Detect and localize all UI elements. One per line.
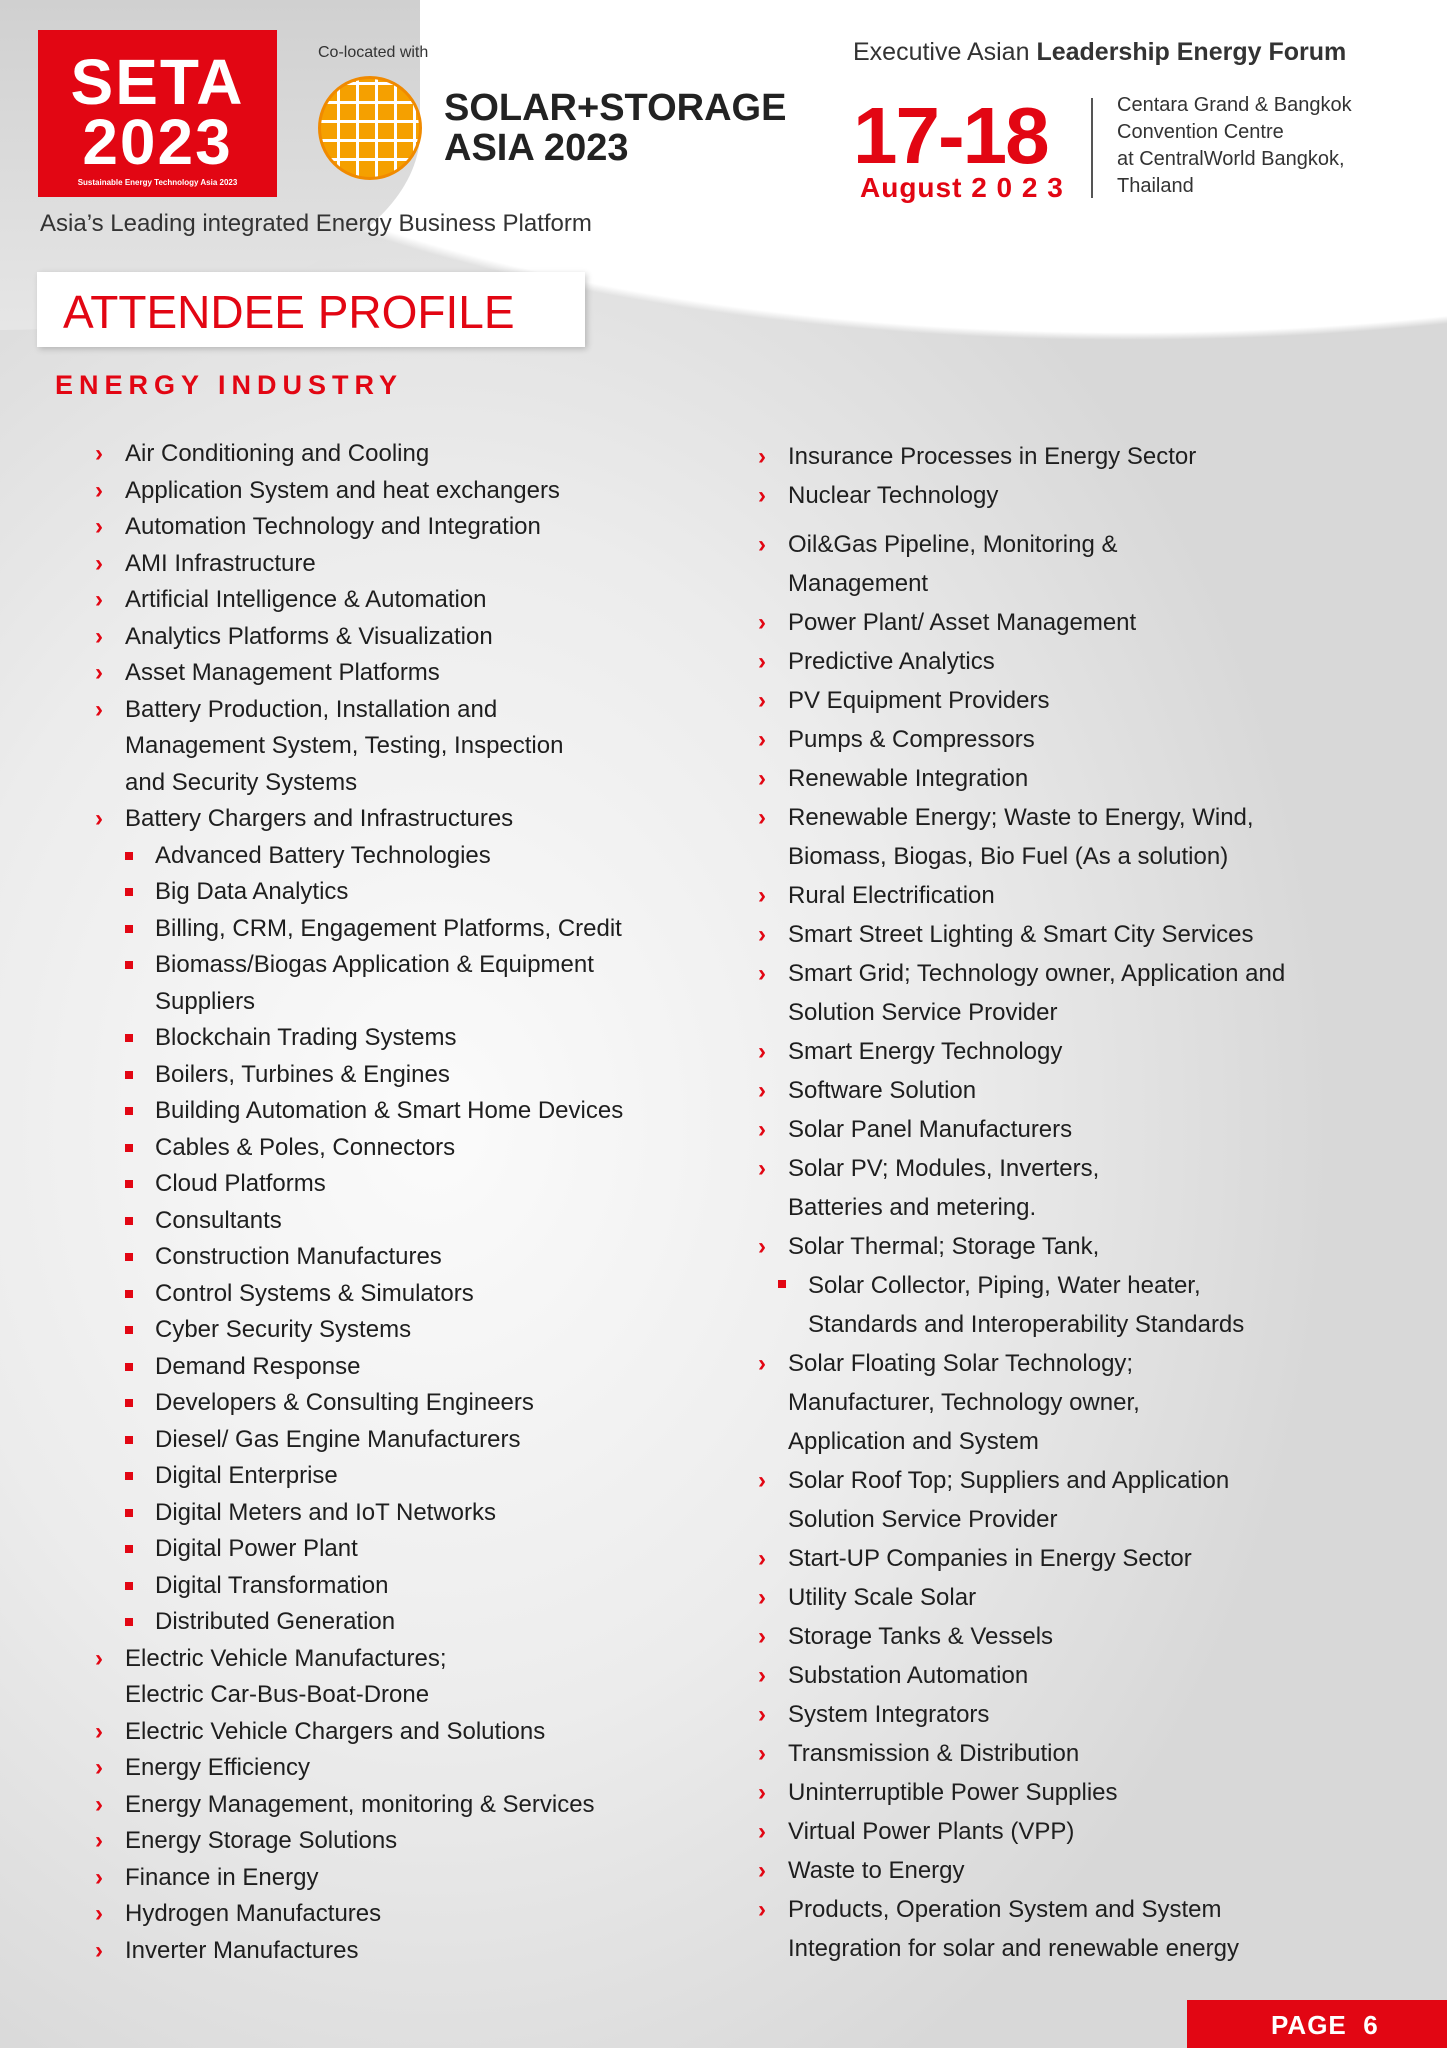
list-item bbox=[758, 642, 1433, 681]
list-item-label: Solar Collector, Piping, Water heater, Standards and Interoperability Standards bbox=[808, 1272, 1245, 1338]
square-bullet-icon bbox=[125, 1545, 133, 1553]
list-item bbox=[125, 1568, 725, 1605]
list-item bbox=[95, 692, 725, 802]
list-item bbox=[758, 1812, 1433, 1851]
forum-bold: Leadership Energy Forum bbox=[1036, 38, 1347, 66]
list-item bbox=[758, 1032, 1433, 1071]
chevron-bullet-icon: › bbox=[758, 1116, 766, 1143]
list-item-label: Asset Management Platforms bbox=[125, 659, 440, 686]
list-item-label: Solar Thermal; Storage Tank, bbox=[788, 1233, 1100, 1260]
right-column-list bbox=[758, 437, 1433, 1968]
square-bullet-icon bbox=[125, 1180, 133, 1188]
list-item bbox=[758, 437, 1433, 476]
square-bullet-icon bbox=[125, 1034, 133, 1042]
chevron-bullet-icon: › bbox=[758, 609, 766, 636]
list-item-label: Solar Roof Top; Suppliers and Application Solution Service Provider bbox=[788, 1467, 1230, 1533]
list-item-label: Utility Scale Solar bbox=[788, 1584, 977, 1611]
chevron-bullet-icon: › bbox=[758, 1155, 766, 1182]
list-item-label: Application System and heat exchangers bbox=[125, 476, 560, 504]
event-month: August 2 0 2 3 bbox=[860, 172, 1064, 203]
chevron-bullet-icon: › bbox=[95, 805, 103, 832]
list-item-label: Software Solution bbox=[788, 1077, 977, 1104]
forum-prefix: Executive Asian bbox=[853, 38, 1037, 66]
list-item bbox=[125, 1349, 725, 1386]
list-item bbox=[125, 1385, 725, 1422]
list-item-label: Finance in Energy bbox=[125, 1863, 319, 1891]
list-item-label: Smart Energy Technology bbox=[788, 1038, 1063, 1065]
list-item-label: Battery Production, Installation and Management System, Testing, Inspection and Security Systems bbox=[125, 695, 564, 796]
list-item-label: Inverter Manufactures bbox=[125, 1936, 359, 1964]
list-item bbox=[95, 1933, 725, 1970]
list-item-label: Consultants bbox=[155, 1206, 282, 1234]
list-item bbox=[95, 509, 725, 546]
list-item bbox=[758, 1773, 1433, 1812]
list-item-label: Uninterruptible Power Supplies bbox=[788, 1779, 1118, 1806]
list-item bbox=[95, 1714, 725, 1751]
page-title: ATTENDEE PROFILE bbox=[63, 286, 515, 338]
square-bullet-icon bbox=[125, 1217, 133, 1225]
list-item-label: Boilers, Turbines & Engines bbox=[155, 1060, 450, 1088]
chevron-bullet-icon: › bbox=[95, 1863, 103, 1891]
list-item bbox=[125, 911, 725, 948]
square-bullet-icon bbox=[125, 1107, 133, 1115]
chevron-bullet-icon: › bbox=[758, 1818, 766, 1845]
list-item bbox=[758, 1149, 1433, 1227]
square-bullet-icon bbox=[125, 852, 133, 860]
list-item bbox=[758, 1890, 1433, 1968]
chevron-bullet-icon: › bbox=[95, 622, 103, 650]
list-item bbox=[125, 1422, 725, 1459]
square-bullet-icon bbox=[125, 1582, 133, 1590]
chevron-bullet-icon: › bbox=[758, 482, 766, 509]
list-item bbox=[95, 1641, 725, 1714]
chevron-bullet-icon: › bbox=[758, 1038, 766, 1065]
chevron-bullet-icon: › bbox=[758, 726, 766, 753]
list-item bbox=[758, 798, 1433, 876]
list-item bbox=[758, 681, 1433, 720]
list-item-label: Automation Technology and Integration bbox=[125, 513, 541, 540]
list-item bbox=[95, 1823, 725, 1860]
list-item bbox=[95, 1750, 725, 1787]
list-item-label: Digital Power Plant bbox=[155, 1535, 358, 1562]
list-item-label: Electric Vehicle Chargers and Solutions bbox=[125, 1717, 546, 1745]
list-item-label: Digital Meters and IoT Networks bbox=[155, 1498, 497, 1526]
square-bullet-icon bbox=[125, 1363, 133, 1371]
square-bullet-icon bbox=[125, 925, 133, 933]
list-item bbox=[125, 1020, 725, 1057]
list-item-label: System Integrators bbox=[788, 1701, 990, 1728]
chevron-bullet-icon: › bbox=[95, 549, 103, 577]
square-bullet-icon bbox=[778, 1280, 786, 1288]
list-item bbox=[125, 1057, 725, 1094]
list-item bbox=[95, 619, 725, 656]
list-item bbox=[758, 759, 1433, 798]
list-item bbox=[758, 1578, 1433, 1617]
list-item-label: Substation Automation bbox=[788, 1662, 1029, 1689]
event-dates: 17-18 bbox=[853, 91, 1048, 180]
chevron-bullet-icon: › bbox=[95, 1900, 103, 1927]
list-item-label: Energy Efficiency bbox=[125, 1754, 310, 1781]
list-item-label: Cloud Platforms bbox=[155, 1170, 326, 1197]
list-item bbox=[758, 603, 1433, 642]
list-item bbox=[758, 1656, 1433, 1695]
list-item bbox=[758, 954, 1433, 1032]
list-item bbox=[125, 1093, 725, 1130]
list-item-label: Solar Panel Manufacturers bbox=[788, 1116, 1073, 1143]
globe-icon bbox=[318, 76, 422, 180]
list-item-label: Diesel/ Gas Engine Manufacturers bbox=[155, 1425, 521, 1453]
chevron-bullet-icon: › bbox=[758, 1545, 766, 1572]
list-item bbox=[758, 1344, 1433, 1461]
list-item bbox=[125, 1495, 725, 1532]
list-item bbox=[95, 1787, 725, 1824]
list-item-label: Oil&Gas Pipeline, Monitoring & Management bbox=[788, 531, 1118, 597]
chevron-bullet-icon: › bbox=[758, 1584, 766, 1611]
chevron-bullet-icon: › bbox=[758, 1701, 766, 1728]
list-item-label: Artificial Intelligence & Automation bbox=[125, 586, 487, 613]
tagline: Asia’s Leading integrated Energy Business Platform bbox=[40, 210, 592, 237]
list-item bbox=[125, 838, 725, 875]
list-item-label: Start-UP Companies in Energy Sector bbox=[788, 1545, 1192, 1572]
list-item-label: Demand Response bbox=[155, 1352, 361, 1380]
list-item bbox=[95, 436, 725, 473]
chevron-bullet-icon: › bbox=[95, 1790, 103, 1818]
list-item bbox=[758, 1110, 1433, 1149]
list-item bbox=[95, 655, 725, 692]
chevron-bullet-icon: › bbox=[758, 921, 766, 948]
chevron-bullet-icon: › bbox=[95, 1827, 103, 1854]
list-item bbox=[125, 1203, 725, 1240]
square-bullet-icon bbox=[125, 1290, 133, 1298]
list-item bbox=[125, 947, 725, 1020]
partner-line-2: ASIA 2023 bbox=[444, 127, 629, 169]
list-item-label: Energy Storage Solutions bbox=[125, 1827, 398, 1854]
list-item bbox=[125, 1239, 725, 1276]
square-bullet-icon bbox=[125, 1326, 133, 1334]
square-bullet-icon bbox=[125, 1399, 133, 1407]
chevron-bullet-icon: › bbox=[758, 882, 766, 909]
list-item bbox=[125, 1276, 725, 1313]
page-title-box bbox=[37, 272, 585, 347]
list-item bbox=[95, 473, 725, 510]
list-item bbox=[788, 1266, 1433, 1344]
logo-subtitle: Sustainable Energy Technology Asia 2023 bbox=[77, 178, 238, 187]
list-item-label: Control Systems & Simulators bbox=[155, 1279, 474, 1307]
chevron-bullet-icon: › bbox=[95, 440, 103, 467]
list-item-label: Solar Floating Solar Technology; Manufacturer, Technology owner, Application and System bbox=[788, 1350, 1140, 1455]
chevron-bullet-icon: › bbox=[758, 1077, 766, 1104]
chevron-bullet-icon: › bbox=[758, 687, 766, 714]
square-bullet-icon bbox=[125, 1253, 133, 1261]
venue: Centara Grand & Bangkok Convention Centre at CentralWorld Bangkok, Thailand bbox=[1117, 94, 1352, 197]
list-item-label: Digital Enterprise bbox=[155, 1462, 338, 1489]
list-item-label: Pumps & Compressors bbox=[788, 726, 1035, 753]
list-item bbox=[758, 1461, 1433, 1539]
list-item bbox=[125, 1166, 725, 1203]
logo-year: 2023 bbox=[82, 106, 233, 178]
list-item-label: Virtual Power Plants (VPP) bbox=[788, 1818, 1075, 1845]
chevron-bullet-icon: › bbox=[758, 1467, 766, 1494]
chevron-bullet-icon: › bbox=[95, 1717, 103, 1745]
list-item bbox=[95, 801, 725, 838]
square-bullet-icon bbox=[125, 1071, 133, 1079]
list-item-label: Air Conditioning and Cooling bbox=[125, 440, 430, 467]
list-item-label: Predictive Analytics bbox=[788, 648, 995, 675]
chevron-bullet-icon: › bbox=[95, 513, 103, 540]
chevron-bullet-icon: › bbox=[758, 1857, 766, 1884]
list-item bbox=[758, 476, 1433, 515]
square-bullet-icon bbox=[125, 961, 133, 969]
divider bbox=[1091, 98, 1093, 198]
square-bullet-icon bbox=[125, 1436, 133, 1444]
list-item-label: Cyber Security Systems bbox=[155, 1316, 412, 1343]
list-item bbox=[758, 915, 1433, 954]
list-item-label: Billing, CRM, Engagement Platforms, Credit bbox=[155, 914, 622, 942]
list-item bbox=[758, 1617, 1433, 1656]
chevron-bullet-icon: › bbox=[95, 695, 103, 723]
list-item bbox=[95, 1896, 725, 1933]
list-item bbox=[758, 1539, 1433, 1578]
list-item bbox=[758, 876, 1433, 915]
list-item-label: Battery Chargers and Infrastructures bbox=[125, 805, 514, 832]
list-item-label: Waste to Energy bbox=[788, 1857, 965, 1884]
list-item bbox=[758, 1734, 1433, 1773]
list-item-label: Biomass/Biogas Application & Equipment Suppliers bbox=[155, 951, 594, 1015]
list-item bbox=[95, 582, 725, 619]
chevron-bullet-icon: › bbox=[758, 1896, 766, 1923]
chevron-bullet-icon: › bbox=[758, 1623, 766, 1650]
list-item-label: Digital Transformation bbox=[155, 1571, 389, 1599]
chevron-bullet-icon: › bbox=[758, 1740, 766, 1767]
chevron-bullet-icon: › bbox=[758, 531, 766, 558]
square-bullet-icon bbox=[125, 1509, 133, 1517]
list-item bbox=[758, 525, 1433, 603]
list-item-label: Solar PV; Modules, Inverters, Batteries and metering. bbox=[788, 1155, 1100, 1221]
chevron-bullet-icon: › bbox=[758, 443, 766, 470]
list-item-label: Advanced Battery Technologies bbox=[155, 841, 491, 869]
chevron-bullet-icon: › bbox=[95, 659, 103, 686]
list-item-label: Rural Electrification bbox=[788, 882, 995, 909]
chevron-bullet-icon: › bbox=[758, 648, 766, 675]
list-item-label: Insurance Processes in Energy Sector bbox=[788, 443, 1197, 470]
list-item-label: Renewable Energy; Waste to Energy, Wind, Biomass, Biogas, Bio Fuel (As a solution) bbox=[788, 804, 1254, 870]
list-item-label: Building Automation & Smart Home Devices bbox=[155, 1097, 624, 1124]
chevron-bullet-icon: › bbox=[95, 1644, 103, 1672]
list-item-label: PV Equipment Providers bbox=[788, 687, 1050, 714]
list-item bbox=[125, 1458, 725, 1495]
list-item-label: Power Plant/ Asset Management bbox=[788, 609, 1137, 636]
chevron-bullet-icon: › bbox=[758, 1779, 766, 1806]
list-item-label: Construction Manufactures bbox=[155, 1243, 442, 1270]
partner-line-1: SOLAR+STORAGE bbox=[444, 87, 787, 129]
seta-logo bbox=[38, 30, 277, 197]
page-number: PAGE 6 bbox=[1187, 2000, 1447, 2048]
list-item-label: Storage Tanks & Vessels bbox=[788, 1623, 1054, 1650]
list-item bbox=[758, 1227, 1433, 1266]
list-item bbox=[758, 720, 1433, 759]
list-item bbox=[125, 1531, 725, 1568]
square-bullet-icon bbox=[125, 888, 133, 896]
list-item bbox=[95, 546, 725, 583]
list-item bbox=[125, 1604, 725, 1641]
chevron-bullet-icon: › bbox=[95, 586, 103, 613]
logo-text: SETA bbox=[70, 46, 245, 118]
list-item-label: Energy Management, monitoring & Services bbox=[125, 1790, 595, 1818]
list-item-label: Cables & Poles, Connectors bbox=[155, 1133, 456, 1161]
forum-title bbox=[853, 38, 1413, 67]
partner-logo-text bbox=[444, 88, 786, 168]
list-item bbox=[758, 1695, 1433, 1734]
list-item bbox=[758, 1071, 1433, 1110]
chevron-bullet-icon: › bbox=[758, 960, 766, 987]
list-item-label: Products, Operation System and System Integration for solar and renewable energy bbox=[788, 1896, 1239, 1962]
list-item-label: Transmission & Distribution bbox=[788, 1740, 1080, 1767]
chevron-bullet-icon: › bbox=[758, 1350, 766, 1377]
left-column-list bbox=[95, 436, 725, 1969]
list-item-label: Developers & Consulting Engineers bbox=[155, 1389, 534, 1416]
list-item-label: Distributed Generation bbox=[155, 1608, 396, 1635]
square-bullet-icon bbox=[125, 1618, 133, 1626]
list-item bbox=[758, 1851, 1433, 1890]
chevron-bullet-icon: › bbox=[758, 804, 766, 831]
list-item bbox=[125, 1130, 725, 1167]
chevron-bullet-icon: › bbox=[758, 765, 766, 792]
section-heading: ENERGY INDUSTRY bbox=[55, 370, 404, 400]
list-item-label: Analytics Platforms & Visualization bbox=[125, 622, 493, 650]
list-item-label: Smart Street Lighting & Smart City Services bbox=[788, 921, 1254, 948]
list-item bbox=[125, 874, 725, 911]
list-item-label: Smart Grid; Technology owner, Application and Solution Service Provider bbox=[788, 960, 1286, 1026]
square-bullet-icon bbox=[125, 1472, 133, 1480]
chevron-bullet-icon: › bbox=[758, 1233, 766, 1260]
list-item-label: Electric Vehicle Manufactures; Electric Car-Bus-Boat-Drone bbox=[125, 1644, 447, 1708]
list-item-label: Hydrogen Manufactures bbox=[125, 1900, 382, 1927]
list-item bbox=[125, 1312, 725, 1349]
chevron-bullet-icon: › bbox=[95, 1936, 103, 1964]
list-item-label: Blockchain Trading Systems bbox=[155, 1024, 457, 1051]
chevron-bullet-icon: › bbox=[758, 1662, 766, 1689]
square-bullet-icon bbox=[125, 1144, 133, 1152]
list-item bbox=[95, 1860, 725, 1897]
chevron-bullet-icon: › bbox=[95, 476, 103, 504]
list-item-label: Renewable Integration bbox=[788, 765, 1029, 792]
colocated-label: Co-located with bbox=[318, 44, 429, 61]
list-item-label: Nuclear Technology bbox=[788, 482, 999, 509]
chevron-bullet-icon: › bbox=[95, 1754, 103, 1781]
list-item-label: AMI Infrastructure bbox=[125, 549, 316, 577]
list-item-label: Big Data Analytics bbox=[155, 878, 349, 905]
